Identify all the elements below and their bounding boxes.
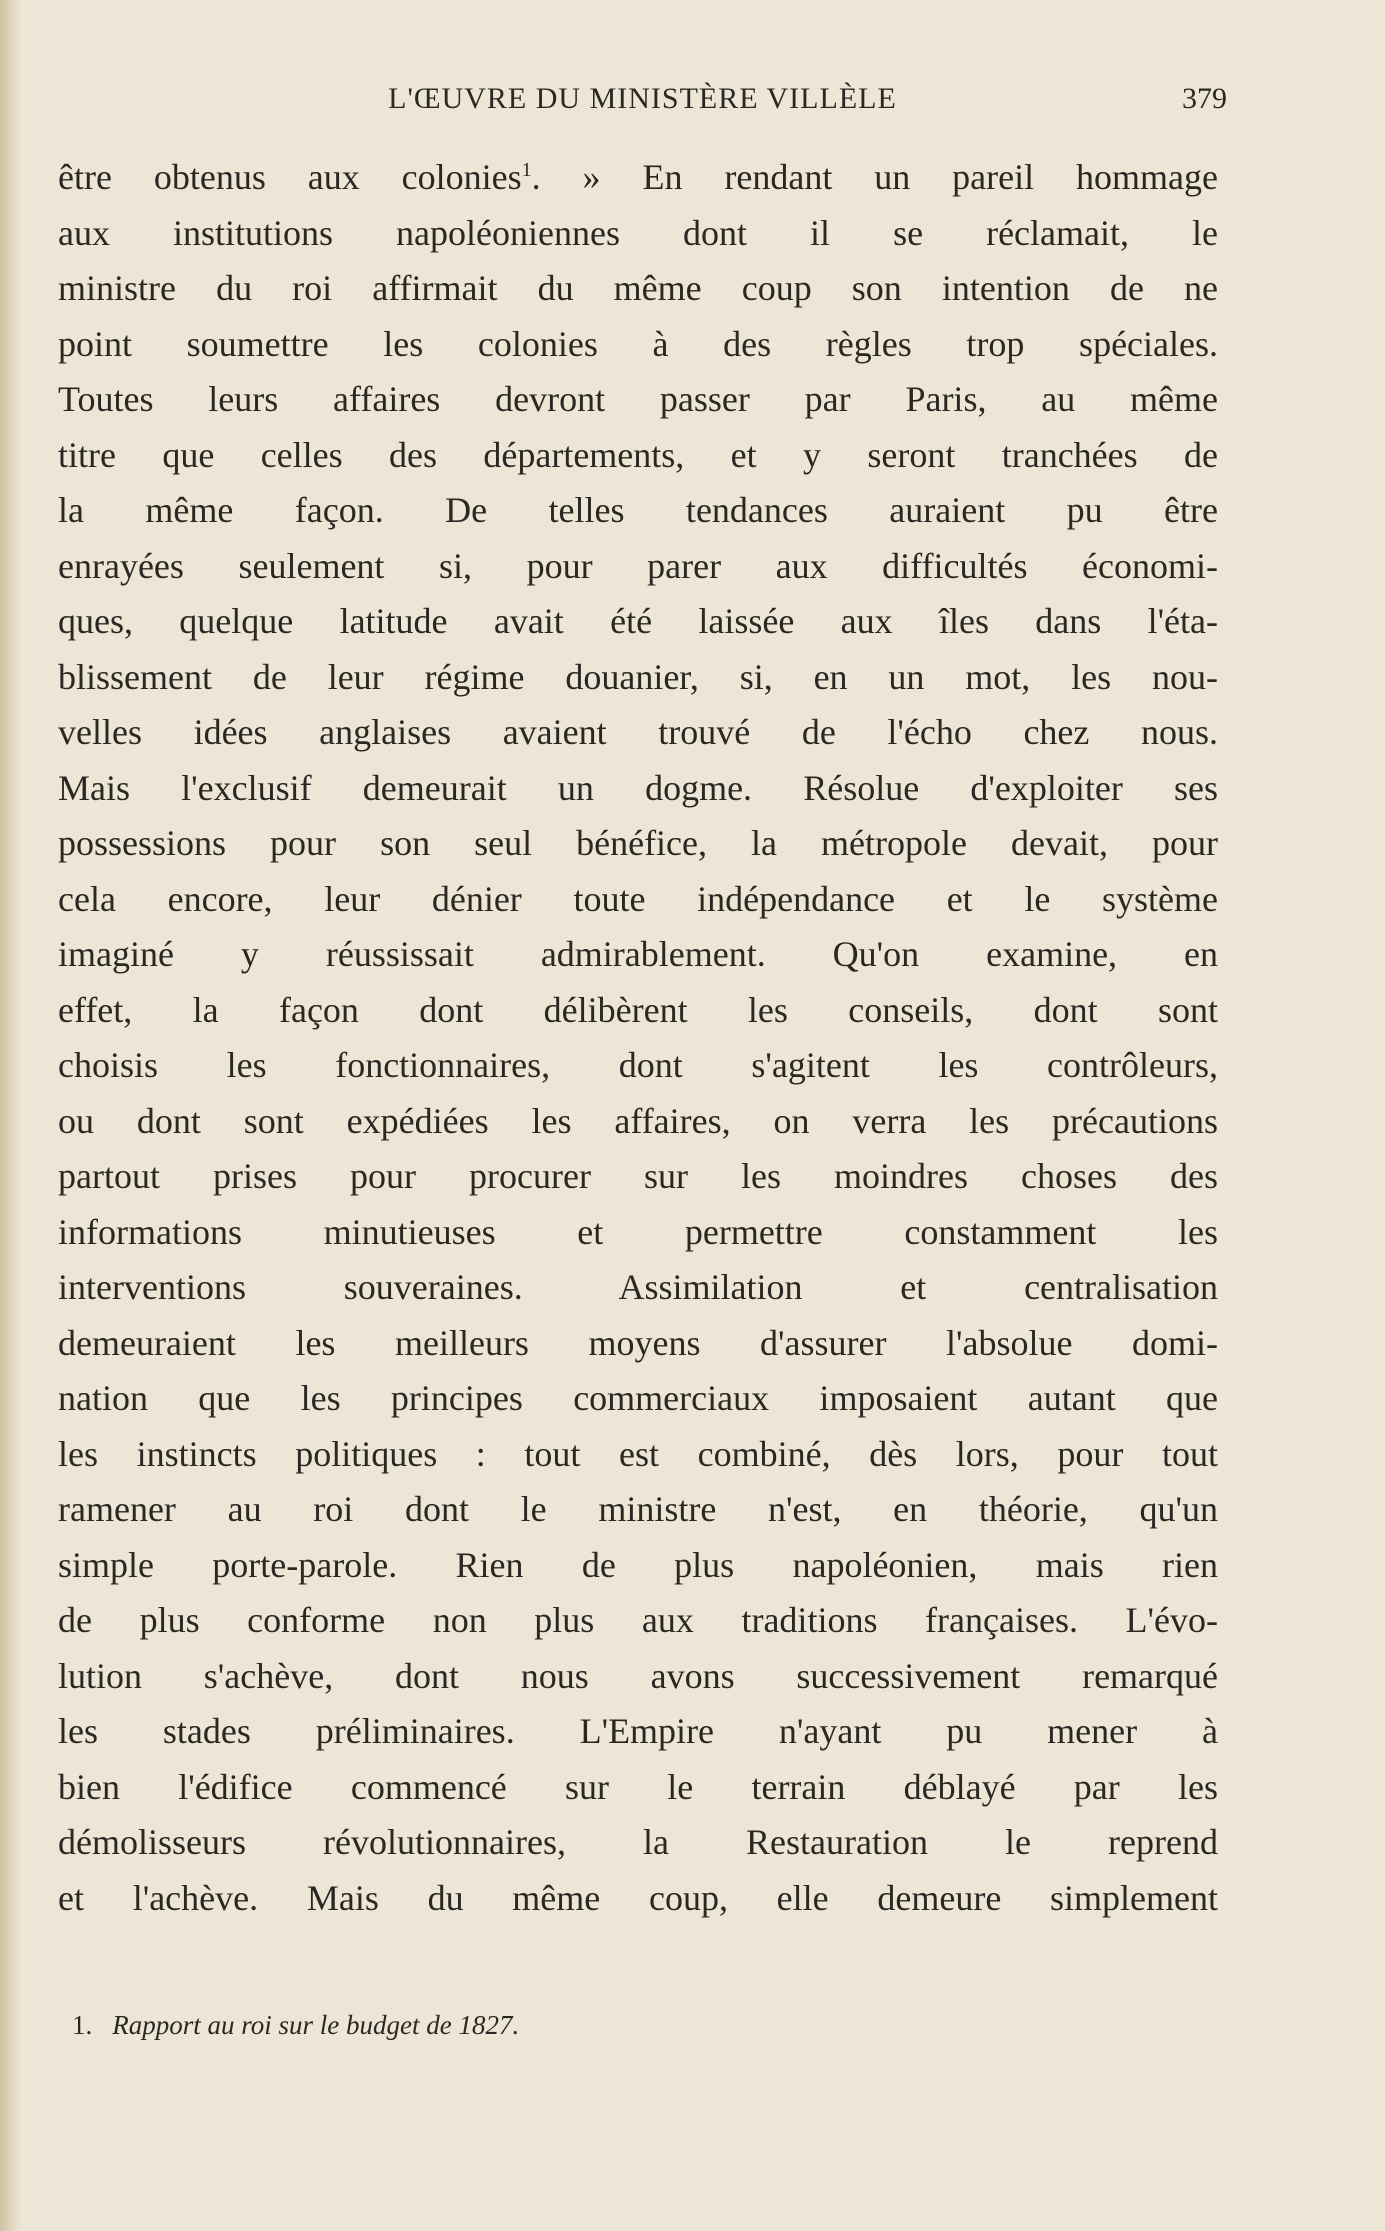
running-title: L'ŒUVRE DU MINISTÈRE VILLÈLE	[388, 82, 897, 115]
page-number: 379	[1182, 82, 1227, 115]
text-line: blissement de leur régime douanier, si, en un mot, les nou-	[58, 656, 1218, 697]
text-line: nation que les principes commerciaux imposaient autant que	[58, 1378, 1218, 1418]
text-line: simple porte-parole. Rien de plus napoléonien, mais rien	[58, 1544, 1218, 1585]
text-line: enrayées seulement si, pour parer aux difficultés économi-	[58, 545, 1218, 586]
footnote-reference: 1	[521, 159, 532, 181]
text-line: Toutes leurs affaires devront passer par Paris, au même	[58, 379, 1218, 419]
text-line: interventions souveraines. Assimilation et centralisation	[58, 1267, 1218, 1307]
footnote-text: Rapport au roi sur le budget de 1827.	[112, 2010, 520, 2040]
text-line: les stades préliminaires. L'Empire n'ayant pu mener à	[58, 1711, 1218, 1751]
text-line: de plus conforme non plus aux traditions françaises. L'évo-	[58, 1600, 1218, 1640]
text-line: choisis les fonctionnaires, dont s'agitent les contrôleurs,	[58, 1045, 1218, 1085]
text-line: demeuraient les meilleurs moyens d'assurer l'absolue domi-	[58, 1322, 1218, 1363]
text-line: aux institutions napoléoniennes dont il se réclamait, le	[58, 212, 1218, 253]
text-line: partout prises pour procurer sur les moindres choses des	[58, 1156, 1218, 1196]
text-line: velles idées anglaises avaient trouvé de l'écho chez nous.	[58, 712, 1218, 752]
text-line: la même façon. De telles tendances auraient pu être	[58, 490, 1218, 530]
text-line: Mais l'exclusif demeurait un dogme. Résolue d'exploiter ses	[58, 767, 1218, 808]
footnote-number: 1.	[72, 2010, 93, 2040]
text-line	[58, 150, 1218, 206]
text-line: ou dont sont expédiées les affaires, on verra les précautions	[58, 1100, 1218, 1141]
running-head	[60, 82, 1225, 122]
text-line: cela encore, leur dénier toute indépendance et le système	[58, 878, 1218, 919]
body-text	[58, 150, 1218, 1926]
text-line: lution s'achève, dont nous avons successivement remarqué	[58, 1655, 1218, 1696]
text-line: démolisseurs révolutionnaires, la Restauration le reprend	[58, 1822, 1218, 1862]
text-line: bien l'édifice commencé sur le terrain déblayé par les	[58, 1766, 1218, 1807]
text-line: imaginé y réussissait admirablement. Qu'on examine, en	[58, 934, 1218, 974]
text-line-continuation: . » En rendant un pareil hommage	[531, 157, 1218, 197]
text-line: les instincts politiques : tout est combiné, dès lors, pour tout	[58, 1433, 1218, 1474]
text-line: ques, quelque latitude avait été laissée aux îles dans l'éta-	[58, 601, 1218, 641]
footnote	[72, 2010, 519, 2041]
text-line: informations minutieuses et permettre constamment les	[58, 1211, 1218, 1252]
text-line: possessions pour son seul bénéfice, la métropole devait, pour	[58, 823, 1218, 863]
text-line: titre que celles des départements, et y seront tranchées de	[58, 434, 1218, 475]
text-line: et l'achève. Mais du même coup, elle demeure simplement	[58, 1877, 1218, 1918]
text-line: point soumettre les colonies à des règles trop spéciales.	[58, 323, 1218, 364]
text-line: ramener au roi dont le ministre n'est, en théorie, qu'un	[58, 1489, 1218, 1529]
text-line-content: être obtenus aux colonies	[58, 157, 522, 197]
text-line: effet, la façon dont délibèrent les conseils, dont sont	[58, 989, 1218, 1030]
text-line: ministre du roi affirmait du même coup son intention de ne	[58, 268, 1218, 308]
page-edge	[0, 0, 22, 2231]
